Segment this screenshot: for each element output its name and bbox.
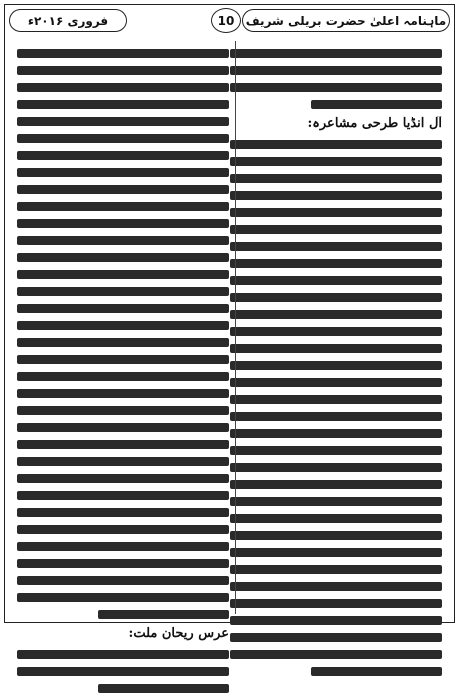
text-line: [17, 355, 229, 364]
text-line: [230, 361, 442, 370]
text-line: [17, 185, 229, 194]
text-line: [17, 83, 229, 92]
text-line: [17, 236, 229, 245]
text-line: [17, 66, 229, 75]
text-line: [311, 100, 442, 109]
text-block-urs: [17, 650, 229, 693]
text-line: [230, 242, 442, 251]
text-line: [17, 49, 229, 58]
text-line: [230, 531, 442, 540]
text-line: [230, 191, 442, 200]
text-line: [230, 140, 442, 149]
text-line: [230, 225, 442, 234]
section-heading-urs-rehan-millat: عرس ریحان ملت:: [128, 626, 229, 641]
text-line: [230, 83, 442, 92]
text-line: [17, 525, 229, 534]
text-line: [17, 491, 229, 500]
text-line: [230, 259, 442, 268]
text-line: [17, 219, 229, 228]
text-line: [17, 270, 229, 279]
text-line: [17, 372, 229, 381]
text-line: [230, 582, 442, 591]
text-line: [17, 667, 229, 676]
text-block-mushaira: [230, 140, 442, 676]
text-line: [230, 49, 442, 58]
page-number: 10: [217, 13, 235, 28]
text-line: [17, 474, 229, 483]
text-line: [17, 253, 229, 262]
text-line: [230, 344, 442, 353]
text-line: [230, 174, 442, 183]
text-line: [98, 684, 229, 693]
text-line: [17, 650, 229, 659]
text-line: [17, 423, 229, 432]
text-line: [230, 446, 442, 455]
text-line: [230, 310, 442, 319]
text-line: [230, 208, 442, 217]
text-line: [230, 480, 442, 489]
publication-title: ماہنامہ اعلیٰ حضرت بریلی شریف: [245, 13, 447, 28]
text-line: [17, 576, 229, 585]
section-heading-mushaira: آل انڈیا طرحی مشاعرہ:: [307, 116, 442, 131]
text-line: [17, 508, 229, 517]
text-line: [17, 117, 229, 126]
page-number-badge: [211, 8, 241, 33]
text-line: [17, 559, 229, 568]
text-line: [17, 389, 229, 398]
text-line: [230, 616, 442, 625]
text-line: [230, 395, 442, 404]
text-line: [230, 429, 442, 438]
text-line: [98, 610, 229, 619]
text-line: [17, 134, 229, 143]
text-line: [17, 321, 229, 330]
text-line: [17, 440, 229, 449]
text-line: [17, 304, 229, 313]
text-line: [17, 287, 229, 296]
text-line: [17, 168, 229, 177]
text-line: [230, 276, 442, 285]
page-border: [4, 4, 455, 641]
text-line: [230, 565, 442, 574]
column-divider: [235, 41, 236, 614]
text-line: [17, 542, 229, 551]
text-line: [17, 202, 229, 211]
text-line: [17, 457, 229, 466]
page-header: [9, 8, 450, 35]
text-line: [230, 650, 442, 659]
article-column-left: [17, 41, 229, 641]
publication-title-box: [242, 9, 450, 32]
article-column-right: [230, 41, 442, 616]
text-line: [230, 66, 442, 75]
text-line: [230, 514, 442, 523]
issue-date: فروری ۲۰۱۶ء: [27, 13, 109, 28]
text-line: [230, 463, 442, 472]
text-line: [17, 338, 229, 347]
text-line: [230, 293, 442, 302]
text-line: [230, 497, 442, 506]
text-line: [230, 157, 442, 166]
text-line: [230, 327, 442, 336]
text-line: [17, 100, 229, 109]
text-line: [17, 593, 229, 602]
text-block-continued: [17, 49, 229, 619]
text-line: [230, 599, 442, 608]
text-line: [311, 667, 442, 676]
issue-date-box: [9, 9, 127, 32]
text-block-intro: [230, 49, 442, 109]
text-line: [230, 633, 442, 642]
text-line: [230, 412, 442, 421]
text-line: [17, 151, 229, 160]
text-line: [230, 378, 442, 387]
text-line: [17, 406, 229, 415]
text-line: [230, 548, 442, 557]
